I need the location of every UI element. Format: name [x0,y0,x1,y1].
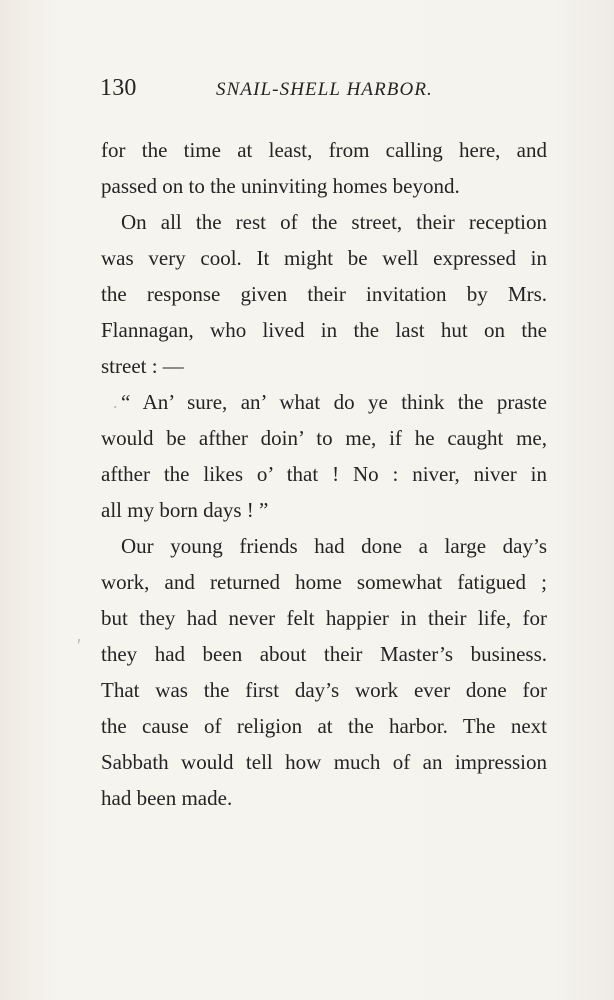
running-title: SNAIL-SHELL HARBOR. [216,79,433,100]
text-line: Sabbath would tell how much of an impression [101,750,547,774]
ink-speck: . [113,392,118,412]
paragraph-1 [101,132,547,204]
body-text [101,132,547,816]
text-line: work, and returned home somewhat fatigued ; [101,570,547,594]
text-line: the cause of religion at the harbor. The next [101,714,547,738]
ink-mark: ' [73,634,82,658]
text-line: Our young friends had done a large day’s [121,534,547,558]
text-line: That was the first day’s work ever done for [101,678,547,702]
text-line: “ An’ sure, an’ what do ye think the praste [121,390,547,414]
running-head [100,75,547,107]
text-line: the response given their invitation by Mrs. [101,282,547,306]
text-line: all my born days ! ” [101,498,269,522]
text-line: On all the rest of the street, their reception [121,210,547,234]
text-line: but they had never felt happier in their life, for [101,606,547,630]
paragraph-2 [101,204,547,384]
text-line: would be afther doin’ to me, if he caught me, [101,426,547,450]
text-line: was very cool. It might be well expressed in [101,246,547,270]
text-line: afther the likes o’ that ! No : niver, niver in [101,462,547,486]
page-number: 130 [100,75,137,101]
paragraph-4 [101,528,547,816]
text-line: street : — [101,354,184,378]
text-line: had been made. [101,786,233,810]
paragraph-3 [101,384,547,528]
text-line: passed on to the uninviting homes beyond. [101,174,460,198]
text-line: they had been about their Master’s business. [101,642,547,666]
text-line: for the time at least, from calling here, and [101,138,547,162]
text-line: Flannagan, who lived in the last hut on the [101,318,547,342]
